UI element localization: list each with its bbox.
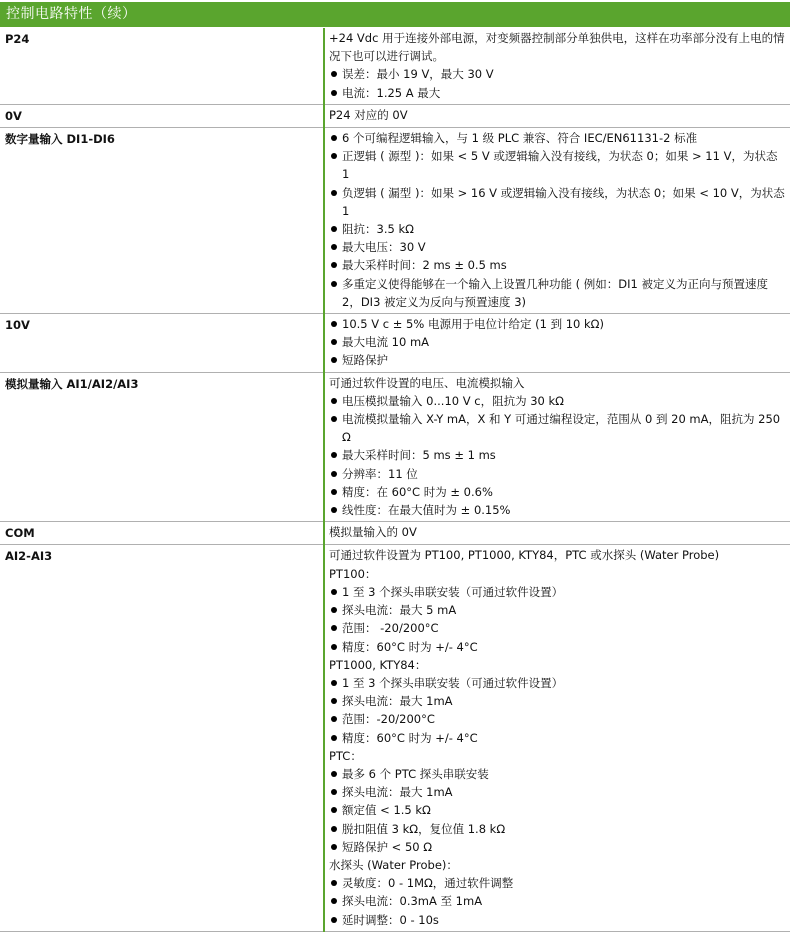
bullet-item: 范围： -20/200°C — [329, 619, 786, 637]
description-line: +24 Vdc 用于连接外部电源，对变频器控制部分单独供电，这样在功率部分没有上电的情况下也可以进行调试。 — [329, 31, 785, 64]
description-line: 水探头 (Water Probe)： — [329, 857, 458, 872]
spec-label: 10V — [0, 314, 324, 373]
bullet-item: 负逻辑 ( 漏型 )：如果 > 16 V 或逻辑输入没有接线，为状态 0；如果 < 10 V，为状态 1 — [329, 184, 786, 220]
bullet-item: 范围：-20/200°C — [329, 710, 786, 728]
bullet-item: 6 个可编程逻辑输入，与 1 级 PLC 兼容、符合 IEC/EN61131-2 标准 — [329, 129, 786, 147]
bullet-item: 探头电流：最大 1mA — [329, 692, 786, 710]
bullet-item: 短路保护 — [329, 351, 786, 369]
spec-label: P24 — [0, 28, 324, 104]
bullet-item: 最大采样时间：5 ms ± 1 ms — [329, 446, 786, 464]
bullet-item: 电压模拟量输入 0...10 V c，阻抗为 30 kΩ — [329, 392, 786, 410]
spec-description — [324, 522, 790, 545]
description-line: PT1000, KTY84： — [329, 657, 427, 672]
bullet-item: 探头电流：最大 1mA — [329, 783, 786, 801]
description-line: PTC： — [329, 748, 362, 763]
bullet-item: 探头电流：0.3mA 至 1mA — [329, 892, 786, 910]
table-row — [0, 28, 790, 104]
spec-description — [324, 28, 790, 104]
bullet-item: 灵敏度：0 - 1MΩ，通过软件调整 — [329, 874, 786, 892]
bullet-item: 线性度：在最大值时为 ± 0.15% — [329, 501, 786, 519]
bullet-item: 电流模拟量输入 X-Y mA，X 和 Y 可通过编程设定，范围从 0 到 20 mA，阻抗为 250 Ω — [329, 410, 786, 446]
bullet-item: 分辨率：11 位 — [329, 465, 786, 483]
spec-description — [324, 545, 790, 931]
bullet-item: 延时调整：0 - 10s — [329, 911, 786, 929]
bullet-item: 1 至 3 个探头串联安装（可通过软件设置） — [329, 583, 786, 601]
description-line: 可通过软件设置的电压、电流模拟输入 — [329, 375, 525, 390]
bullet-item: 精度：在 60°C 时为 ± 0.6% — [329, 483, 786, 501]
bullet-item: 短路保护 < 50 Ω — [329, 838, 786, 856]
bullet-item: 电流：1.25 A 最大 — [329, 84, 786, 102]
section-header — [0, 2, 790, 27]
bullet-item: 最多 6 个 PTC 探头串联安装 — [329, 765, 786, 783]
spec-label: COM — [0, 522, 324, 545]
bullet-item: 脱扣阻值 3 kΩ，复位值 1.8 kΩ — [329, 820, 786, 838]
spec-description — [324, 128, 790, 314]
spec-description — [324, 372, 790, 522]
bullet-item: 最大电流 10 mA — [329, 333, 786, 351]
bullet-item: 1 至 3 个探头串联安装（可通过软件设置） — [329, 674, 786, 692]
spec-label: 模拟量输入 AI1/AI2/AI3 — [0, 372, 324, 522]
description-line: P24 对应的 0V — [329, 107, 408, 122]
table-row — [0, 314, 790, 373]
description-line: 模拟量输入的 0V — [329, 525, 417, 540]
table-row — [0, 522, 790, 545]
spec-description — [324, 314, 790, 373]
bullet-item: 精度：60°C 时为 +/- 4°C — [329, 638, 786, 656]
bullet-item: 阻抗：3.5 kΩ — [329, 220, 786, 238]
spec-label: AI2-AI3 — [0, 545, 324, 931]
table-row — [0, 104, 790, 127]
section-title: 控制电路特性（续） — [6, 6, 137, 22]
spec-table-body — [0, 28, 790, 931]
description-line: 可通过软件设置为 PT100, PT1000, KTY84，PTC 或水探头 (Water Probe) — [329, 548, 720, 563]
bullet-item: 10.5 V c ± 5% 电源用于电位计给定 (1 到 10 kΩ) — [329, 315, 786, 333]
bullet-item: 多重定义使得能够在一个输入上设置几种功能 ( 例如：DI1 被定义为正向与预置速度 2，DI3 被定义为反向与预置速度 3) — [329, 275, 786, 311]
bullet-item: 精度：60°C 时为 +/- 4°C — [329, 729, 786, 747]
bullet-item: 正逻辑 ( 源型 )：如果 < 5 V 或逻辑输入没有接线，为状态 0；如果 > 11 V，为状态 1 — [329, 147, 786, 183]
spec-description — [324, 104, 790, 127]
bullet-item: 误差：最小 19 V，最大 30 V — [329, 65, 786, 83]
table-row — [0, 128, 790, 314]
description-line: PT100： — [329, 566, 377, 581]
bullet-item: 探头电流：最大 5 mA — [329, 601, 786, 619]
bullet-item: 额定值 < 1.5 kΩ — [329, 801, 786, 819]
table-row — [0, 545, 790, 931]
spec-label: 数字量输入 DI1-DI6 — [0, 128, 324, 314]
bullet-item: 最大电压：30 V — [329, 238, 786, 256]
spec-label: 0V — [0, 104, 324, 127]
table-row — [0, 372, 790, 522]
bullet-item: 最大采样时间：2 ms ± 0.5 ms — [329, 256, 786, 274]
spec-table — [0, 28, 790, 932]
